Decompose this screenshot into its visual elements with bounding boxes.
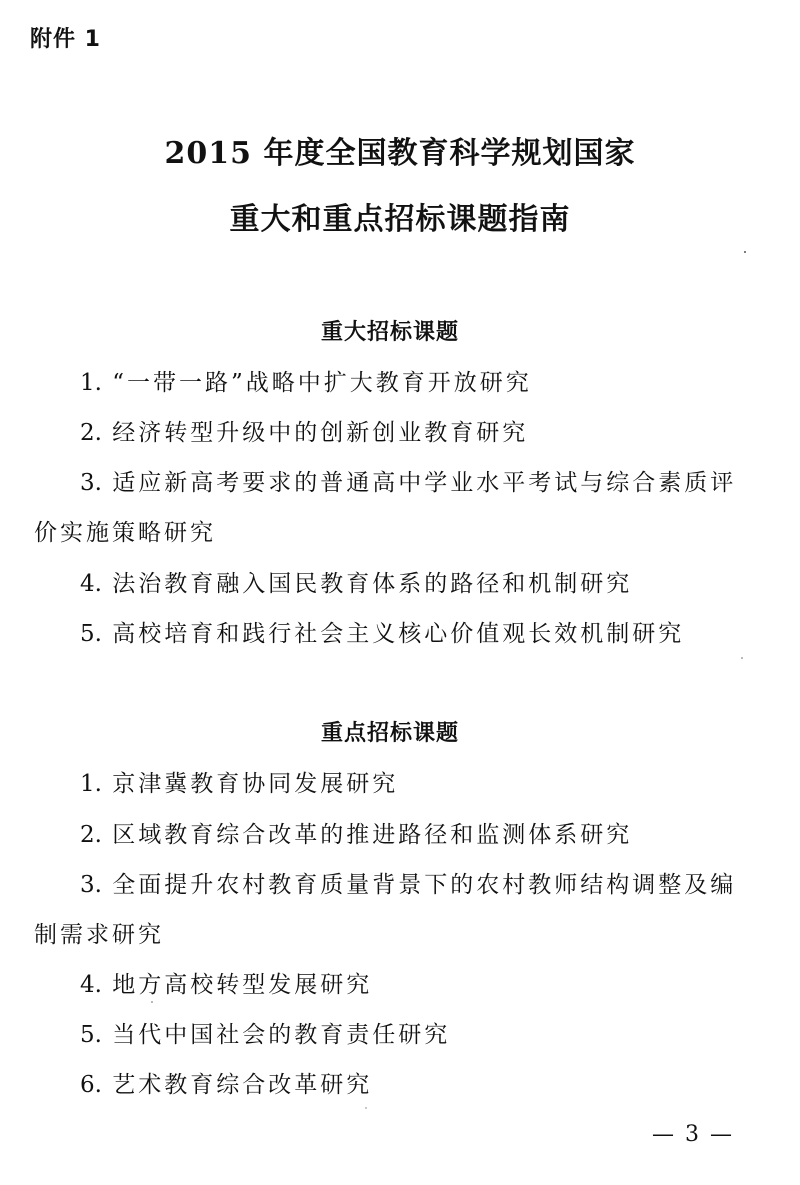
- item-text: 全面提升农村教育质量背景下的农村教师结构调整及编: [112, 872, 737, 898]
- major-item-3-continuation: 价实施策略研究: [34, 520, 216, 546]
- page-number: — 3 —: [652, 1122, 734, 1147]
- item-number: 6.: [80, 1072, 102, 1098]
- item-number: 3.: [80, 470, 102, 496]
- item-number: 5.: [80, 621, 102, 647]
- document-title-line-2: 重大和重点招标课题指南: [229, 202, 571, 237]
- attachment-label: 附件 1: [30, 27, 101, 52]
- item-text: “一带一路”战略中扩大教育开放研究: [112, 370, 532, 396]
- item-text: 区域教育综合改革的推进路径和监测体系研究: [112, 822, 633, 848]
- key-item-3-continuation: 制需求研究: [34, 922, 164, 948]
- item-text: 艺术教育综合改革研究: [112, 1072, 373, 1098]
- item-number: 1.: [80, 370, 102, 396]
- item-number: 2.: [80, 420, 102, 446]
- item-number: 4.: [80, 972, 102, 998]
- item-text: 适应新高考要求的普通高中学业水平考试与综合素质评: [112, 470, 737, 496]
- item-number: 3.: [80, 872, 102, 898]
- item-number: 4.: [80, 571, 102, 597]
- item-text: 当代中国社会的教育责任研究: [112, 1022, 451, 1048]
- item-text: 法治教育融入国民教育体系的路径和机制研究: [112, 571, 633, 597]
- item-text: 京津冀教育协同发展研究: [112, 771, 399, 797]
- key-section-heading: 重点招标课题: [320, 721, 459, 746]
- item-text: 高校培育和践行社会主义核心价值观长效机制研究: [112, 621, 685, 647]
- document-title-line-1: 2015 年度全国教育科学规划国家: [164, 136, 636, 171]
- item-text: 经济转型升级中的创新创业教育研究: [112, 420, 529, 446]
- item-number: 2.: [80, 822, 102, 848]
- item-text: 地方高校转型发展研究: [112, 972, 373, 998]
- item-number: 1.: [80, 771, 102, 797]
- item-number: 5.: [80, 1022, 102, 1048]
- major-section-heading: 重大招标课题: [320, 320, 459, 345]
